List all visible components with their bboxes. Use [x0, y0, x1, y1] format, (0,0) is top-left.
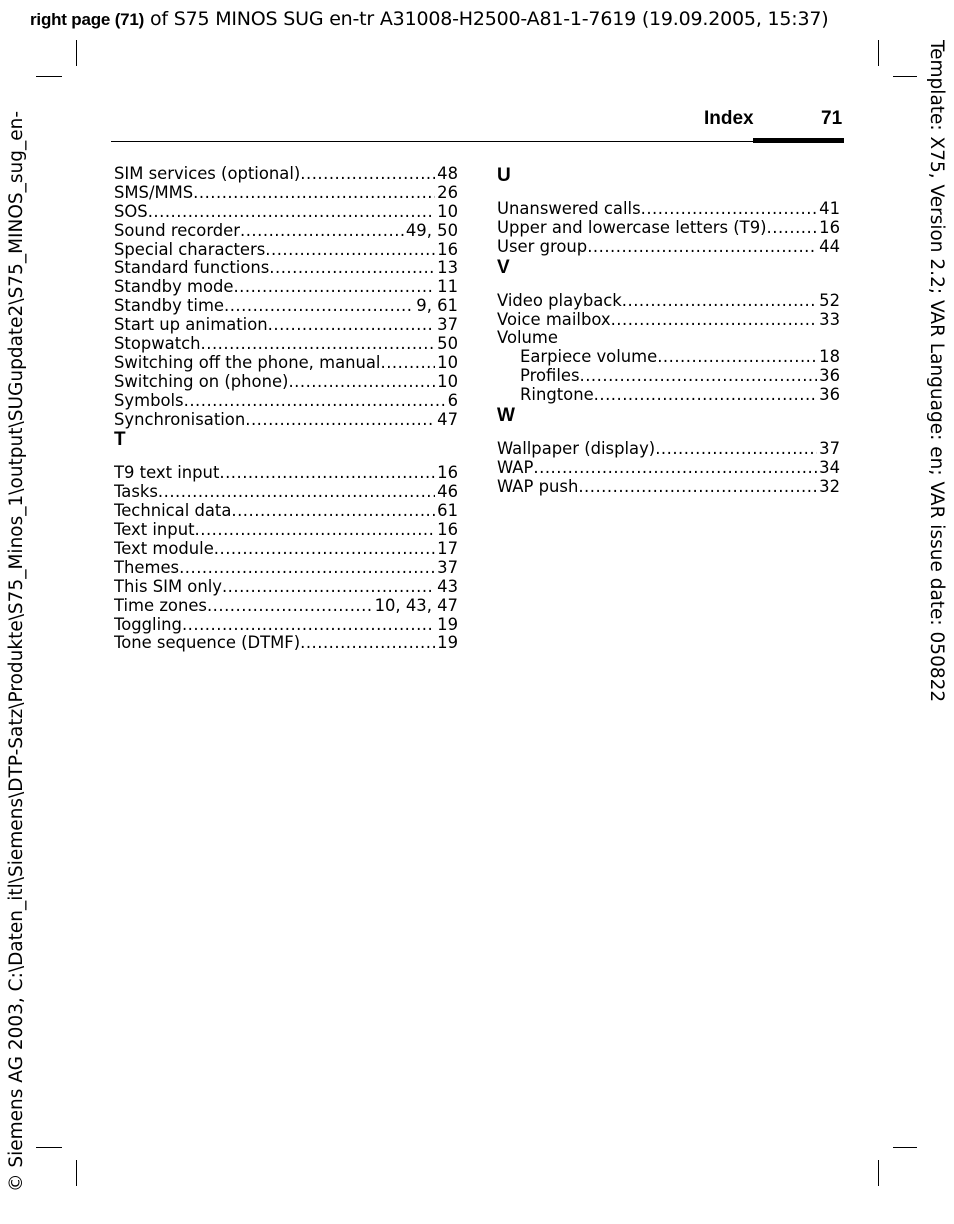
- side-template-info: Template: X75, Version 2.2; VAR Language: en; VAR issue date: 050822: [926, 40, 947, 703]
- index-column-left: [114, 165, 458, 653]
- index-group-u: [497, 200, 840, 257]
- index-term: Earpiece volume: [520, 348, 658, 367]
- index-term: Video playback: [497, 291, 622, 310]
- leader-dots: [611, 311, 818, 330]
- index-term: Text input: [114, 521, 195, 540]
- index-term: Themes: [114, 558, 180, 577]
- index-pages: 47: [437, 410, 458, 429]
- leader-dots: [655, 440, 817, 459]
- leader-dots: [184, 392, 446, 411]
- index-term: Synchronisation: [114, 410, 246, 429]
- leader-dots: [580, 367, 818, 386]
- index-entry: [114, 540, 458, 559]
- index-term: SMS/MMS: [114, 183, 194, 202]
- index-term: Ringtone: [520, 386, 594, 405]
- index-term: Switching off the phone, manual: [114, 353, 381, 372]
- index-pages: 17: [437, 540, 458, 559]
- crop-mark-tr-v: [878, 40, 879, 66]
- index-term: WAP push: [497, 477, 579, 496]
- leader-dots: [265, 241, 435, 260]
- index-term-volume: Volume: [497, 328, 558, 348]
- leader-dots: [269, 259, 435, 278]
- leader-dots: [207, 597, 373, 616]
- index-term: Profiles: [520, 367, 580, 386]
- index-term: Switching on (phone): [114, 372, 289, 391]
- index-pages: 49, 50: [405, 221, 458, 240]
- index-term: Standby time: [114, 297, 225, 316]
- leader-dots: [578, 478, 817, 497]
- index-entry: [497, 459, 840, 478]
- index-pages: 61: [437, 502, 458, 521]
- index-term: User group: [497, 237, 588, 256]
- side-copyright-path: © Siemens AG 2003, C:\Daten_itl\Siemens\DTP-Satz\Produkte\S75_Minos_1\output\SUGupdate2\S75_MINOS_sug_en-: [6, 110, 27, 1192]
- leader-dots: [182, 616, 435, 635]
- crop-mark-br-h: [893, 1147, 917, 1148]
- index-pages: 46: [437, 483, 458, 502]
- index-group-t: [114, 464, 458, 653]
- index-pages: 41: [819, 200, 840, 218]
- index-term: Sound recorder: [114, 221, 241, 240]
- index-pages: 19: [437, 634, 458, 653]
- index-entry: [114, 597, 458, 616]
- index-entry: [114, 297, 458, 316]
- index-entry: [497, 238, 840, 257]
- index-letter-v: V: [497, 256, 510, 278]
- index-letter-t: T: [114, 429, 126, 451]
- print-info-line: [30, 8, 828, 30]
- index-term: Toggling: [114, 615, 182, 634]
- index-pages: 36: [819, 367, 840, 386]
- index-pages: 52: [819, 291, 840, 310]
- index-subentry: [497, 386, 840, 405]
- leader-dots: [231, 502, 435, 521]
- index-entry: [114, 316, 458, 335]
- index-pages: 10: [437, 372, 458, 391]
- index-term: SOS: [114, 202, 148, 221]
- index-entry: [114, 411, 458, 430]
- index-entry: [114, 278, 458, 297]
- index-term: Unanswered calls: [497, 200, 641, 218]
- index-pages: 44: [819, 237, 840, 256]
- index-term: Wallpaper (display): [497, 440, 656, 459]
- print-info-page: right page (71): [30, 10, 145, 29]
- index-pages: 9, 61: [416, 297, 458, 316]
- index-entry: [114, 241, 458, 260]
- index-term: Standard functions: [114, 259, 270, 278]
- index-group-s: [114, 165, 458, 429]
- index-group-w: [497, 440, 840, 497]
- index-pages: 6: [447, 391, 458, 410]
- leader-dots: [245, 411, 435, 430]
- index-pages: 37: [437, 558, 458, 577]
- index-entry: [114, 259, 458, 278]
- leader-dots: [222, 578, 435, 597]
- print-info-details: of S75 MINOS SUG en-tr A31008-H2500-A81-1-7619 (19.09.2005, 15:37): [144, 8, 829, 30]
- leader-dots: [158, 483, 435, 502]
- index-pages: 33: [819, 310, 840, 329]
- index-term: Tone sequence (DTMF): [114, 634, 301, 653]
- index-term: Start up animation: [114, 316, 268, 335]
- index-term: Upper and lowercase letters (T9): [497, 218, 767, 237]
- index-pages: 16: [819, 218, 840, 237]
- index-entry: [114, 354, 458, 373]
- leader-dots: [380, 354, 435, 373]
- index-pages: 16: [437, 240, 458, 259]
- index-entry: [114, 392, 458, 411]
- leader-dots: [240, 222, 404, 241]
- leader-dots: [195, 521, 436, 540]
- index-subentry: [497, 348, 840, 367]
- index-term: WAP: [497, 458, 534, 477]
- index-letter-w: W: [497, 405, 515, 427]
- index-pages: 13: [437, 259, 458, 278]
- index-pages: 16: [437, 464, 458, 483]
- index-entry: [497, 292, 840, 311]
- leader-dots: [533, 459, 817, 478]
- leader-dots: [268, 316, 435, 335]
- leader-dots: [193, 184, 435, 203]
- header-rule: [111, 141, 844, 142]
- index-entry: [497, 440, 840, 459]
- index-term: T9 text input: [114, 464, 220, 483]
- index-pages: 19: [437, 615, 458, 634]
- index-group-v: [497, 292, 840, 405]
- index-term: Tasks: [114, 483, 158, 502]
- index-subentry: [497, 367, 840, 386]
- crop-mark-tr-h: [893, 76, 917, 77]
- leader-dots: [214, 540, 435, 559]
- leader-dots: [587, 238, 817, 257]
- header-bar: [753, 138, 844, 143]
- index-term: Standby mode: [114, 278, 234, 297]
- index-pages: 16: [437, 521, 458, 540]
- index-entry: [114, 634, 458, 653]
- page-title: Index: [704, 108, 754, 129]
- index-pages: 43: [437, 577, 458, 596]
- leader-dots: [148, 203, 435, 222]
- index-term: SIM services (optional): [114, 165, 301, 183]
- leader-dots: [641, 200, 818, 219]
- index-pages: 10: [437, 202, 458, 221]
- crop-mark-bl-v: [76, 1160, 77, 1186]
- index-term: This SIM only: [114, 577, 222, 596]
- index-pages: 32: [819, 477, 840, 496]
- index-term: Stopwatch: [114, 335, 201, 354]
- index-entry: [114, 335, 458, 354]
- leader-dots: [233, 278, 435, 297]
- crop-mark-br-v: [878, 1160, 879, 1186]
- index-pages: 37: [437, 316, 458, 335]
- index-entry: [114, 222, 458, 241]
- leader-dots: [288, 373, 435, 392]
- index-pages: 10, 43, 47: [374, 596, 458, 615]
- leader-dots: [594, 386, 817, 405]
- index-entry: [497, 200, 840, 219]
- index-term: Text module: [114, 540, 214, 559]
- index-term: Voice mailbox: [497, 310, 611, 329]
- index-entry: [114, 521, 458, 540]
- index-entry: [114, 483, 458, 502]
- index-pages: 11: [437, 278, 458, 297]
- leader-dots: [179, 559, 435, 578]
- index-letter-u: U: [497, 165, 511, 186]
- leader-dots: [201, 335, 436, 354]
- leader-dots: [622, 292, 817, 311]
- index-pages: 36: [819, 386, 840, 405]
- crop-mark-bl-h: [36, 1147, 62, 1148]
- index-entry: [114, 578, 458, 597]
- index-pages: 10: [437, 353, 458, 372]
- index-entry: [114, 559, 458, 578]
- index-pages: 50: [437, 335, 458, 354]
- index-pages: 34: [819, 458, 840, 477]
- index-entry: [114, 203, 458, 222]
- index-term: Time zones: [114, 596, 207, 615]
- index-entry: [114, 165, 458, 184]
- index-pages: 26: [437, 183, 458, 202]
- crop-mark-tl-h: [36, 76, 62, 77]
- index-entry: [497, 219, 840, 238]
- index-term: Symbols: [114, 391, 184, 410]
- index-pages: 18: [819, 348, 840, 367]
- leader-dots: [300, 634, 435, 653]
- index-entry: [497, 311, 840, 330]
- crop-mark-tl-v: [76, 40, 77, 66]
- index-entry: [114, 184, 458, 203]
- index-entry: [497, 478, 840, 497]
- index-pages: 48: [437, 165, 458, 183]
- index-entry: [114, 502, 458, 521]
- index-term: Special characters: [114, 240, 266, 259]
- leader-dots: [300, 165, 435, 184]
- index-entry: [114, 464, 458, 483]
- leader-dots: [224, 297, 414, 316]
- index-column-right: [497, 165, 840, 497]
- leader-dots: [219, 464, 435, 483]
- index-entry: [114, 616, 458, 635]
- leader-dots: [657, 348, 817, 367]
- index-term: Technical data: [114, 502, 232, 521]
- index-pages: 37: [819, 440, 840, 459]
- page-number: 71: [821, 108, 843, 129]
- leader-dots: [767, 219, 818, 238]
- index-entry: [114, 373, 458, 392]
